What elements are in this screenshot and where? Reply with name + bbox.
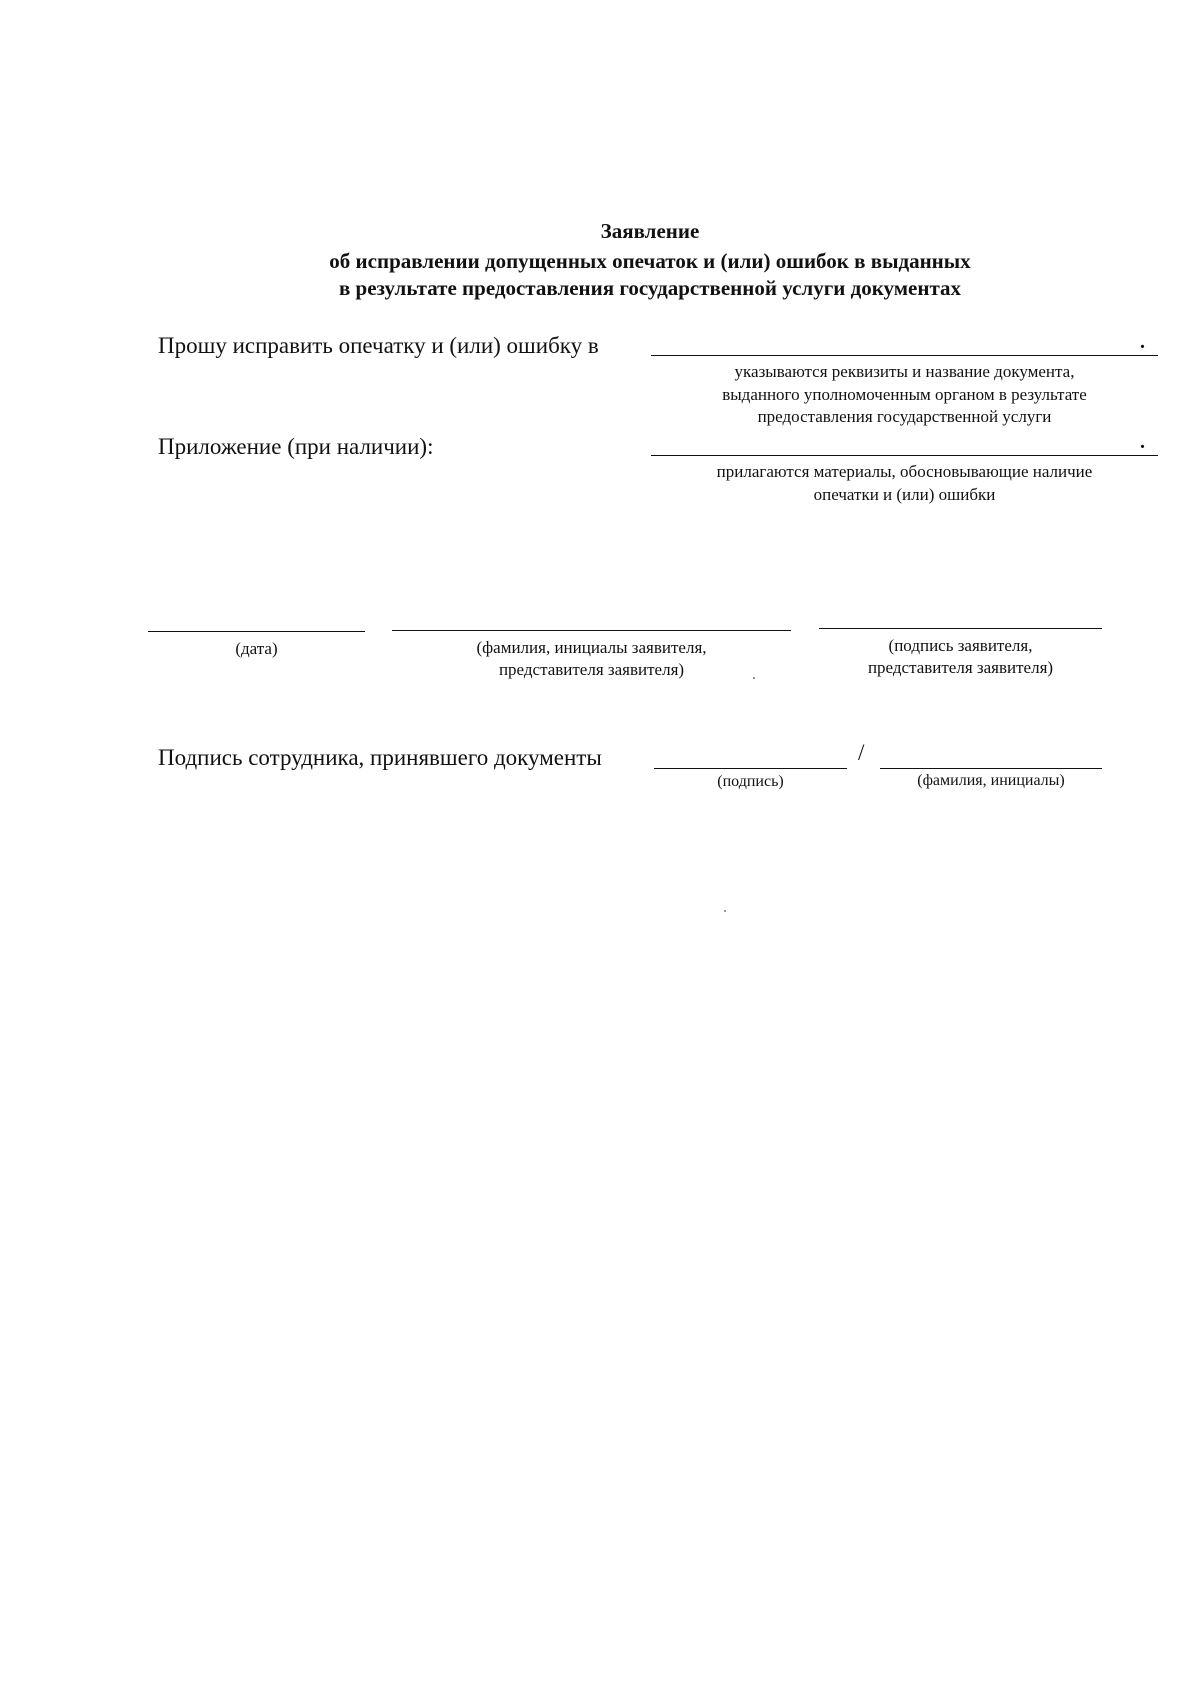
attachment-label: Приложение (при наличии): <box>158 434 434 459</box>
request-document-field[interactable] <box>651 355 1158 356</box>
attachment-end-mark: . <box>1140 431 1145 453</box>
applicant-name-field[interactable] <box>392 630 791 631</box>
request-caption-line-2: выданного уполномоченным органом в результате <box>722 385 1087 404</box>
employee-name-field[interactable] <box>880 768 1102 769</box>
applicant-signature-caption-line-1: (подпись заявителя, <box>888 636 1033 655</box>
document-subtitle-line-2: в результате предоставления государственной услуги документах <box>338 276 962 300</box>
employee-signature-caption: (подпись) <box>717 773 784 790</box>
date-caption: (дата) <box>235 639 278 658</box>
attachment-field[interactable] <box>651 455 1158 456</box>
employee-signature-field[interactable] <box>654 768 847 769</box>
date-field[interactable] <box>148 631 365 632</box>
scan-speck <box>753 677 755 679</box>
scan-speck <box>724 910 726 912</box>
request-end-mark: . <box>1140 331 1145 353</box>
attachment-caption-line-2: опечатки и (или) ошибки <box>813 485 996 504</box>
applicant-name-caption-line-1: (фамилия, инициалы заявителя, <box>476 638 707 657</box>
employee-name-caption: (фамилия, инициалы) <box>917 772 1065 789</box>
document-title: Заявление <box>600 219 700 243</box>
applicant-signature-caption-line-2: представителя заявителя) <box>867 658 1054 677</box>
request-caption-line-3: предоставления государственной услуги <box>757 407 1052 426</box>
employee-separator: / <box>858 740 865 765</box>
document-subtitle-line-1: об исправлении допущенных опечаток и (или) ошибок в выданных <box>329 249 971 273</box>
applicant-name-caption-line-2: представителя заявителя) <box>498 660 685 679</box>
applicant-signature-field[interactable] <box>819 628 1102 629</box>
request-label: Прошу исправить опечатку и (или) ошибку в <box>158 333 599 358</box>
attachment-caption-line-1: прилагаются материалы, обосновывающие наличие <box>716 462 1093 481</box>
employee-signature-label: Подпись сотрудника, принявшего документы <box>158 745 602 770</box>
request-caption-line-1: указываются реквизиты и название документа, <box>734 362 1075 381</box>
